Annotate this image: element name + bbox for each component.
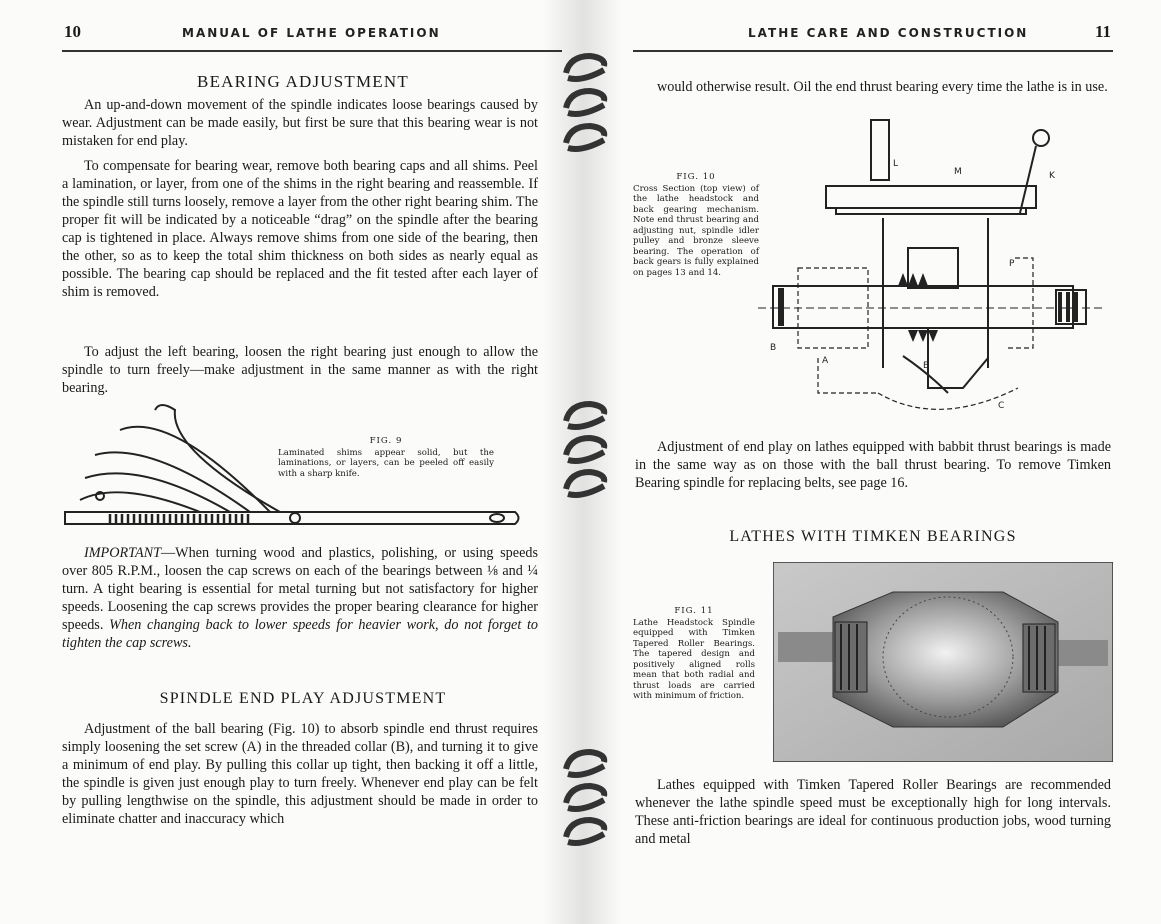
- spindle-end-play-title: SPINDLE END PLAY ADJUSTMENT: [159, 690, 447, 707]
- running-head-left: MANUAL OF LATHE OPERATION: [182, 26, 441, 40]
- timken-bearings-title: LATHES WITH TIMKEN BEARINGS: [729, 528, 1017, 545]
- fig10-label-k: K: [1049, 171, 1055, 181]
- bearing-adjustment-title: BEARING ADJUSTMENT: [197, 72, 409, 91]
- paragraph-important: [62, 544, 538, 652]
- paragraph-bearing-wear: An up-and-down movement of the spindle indicates loose bearings caused by wear. Adjustment can be made easily, but first be sure that this bearing wear is not mistaken for end play.: [62, 97, 538, 149]
- fig10-headstock-cross-section-drawing: [758, 118, 1103, 428]
- paragraph-timken-recommended: Lathes equipped with Timken Tapered Roller Bearings are recommended whenever the lathe spindle speed must be exceptionally high for long intervals. These anti-friction bearings are ideal for continuous production jobs, wood turning and metal: [635, 777, 1111, 847]
- fig10-label-a: A: [822, 356, 829, 366]
- fig9-label: FIG. 9: [369, 436, 403, 446]
- spiral-binding-coil: [560, 83, 610, 123]
- fig10-label-p: P: [1009, 259, 1015, 269]
- fig11-caption-text: Lathe Headstock Spindle equipped with Timken Tapered Roller Bearings. The tapered design and positively aligned rolls mean that both radial and thrust loads are carried with minimum of friction.: [633, 617, 755, 701]
- fig10-caption-text: Cross Section (top view) of the lathe headstock and back gearing mechanism. Note end thrust bearing and adjusting nut, spindle idler pulley and bronze sleeve bearing. The operation of back gears is fully explained on pages 13 and 14.: [633, 183, 759, 278]
- spiral-binding-coil: [560, 118, 610, 158]
- paragraph-left-bearing: To adjust the left bearing, loosen the right bearing just enough to allow the spindle to turn freely—make adjustment in the same manner as with the right bearing.: [62, 344, 538, 396]
- header-rule: [62, 50, 562, 52]
- page-number-left: 10: [64, 22, 81, 41]
- fig11-timken-spindle-photo: [773, 562, 1113, 762]
- fig10-label-m: M: [954, 167, 962, 177]
- fig10-label-e: E: [923, 361, 929, 371]
- header-rule: [633, 50, 1113, 52]
- paragraph-ball-bearing-adjustment: Adjustment of the ball bearing (Fig. 10) to absorb spindle end thrust requires simply loosening the set screw (A) in the threaded collar (B), and turning it to give a minimum of end play. By pulling this collar up tight, then backing it off a little, the spindle is given just enough play to turn freely. Whenever end play can be felt by pulling lengthwise on the spindle, this adjustment should be made in order to eliminate chatter and inaccuracy which: [62, 721, 538, 827]
- spiral-binding-coil: [560, 48, 610, 88]
- right-page: [583, 0, 1161, 924]
- fig10-label: FIG. 10: [676, 172, 716, 182]
- fig10-caption: [633, 172, 759, 278]
- spiral-binding-coil: [560, 812, 610, 852]
- page-number-right: 11: [1095, 22, 1112, 41]
- important-italic-note: When changing back to lower speeds for heavier work, do not forget to tighten the cap screws.: [62, 617, 538, 651]
- paragraph-compensate: To compensate for bearing wear, remove both bearing caps and all shims. Peel a lamination, or layer, from one of the shims in the right bearing and reassemble. If the spindle still turns loosely, remove a layer from the other right bearing shim. The proper fit will be indicated by a noticeable “drag” on the spindle after the bearing cap is tightened in place. Always remove shims from one side of the bearing, then the other, so as to keep the total shim thickness on both sides as nearly equal as possible. The bearing cap should be replaced and the fit tested after each layer of shim is removed.: [62, 158, 538, 300]
- fig11-label: FIG. 11: [674, 606, 714, 616]
- fig9-caption-text: Laminated shims appear solid, but the laminations, or layers, can be peeled off easily with a sharp knife.: [278, 447, 494, 479]
- fig11-caption: [633, 606, 755, 702]
- fig10-label-c: C: [998, 401, 1005, 411]
- important-text: —When turning wood and plastics, polishing, or using speeds over 805 R.P.M., loosen the cap screws on each of the bearings between ⅛ and ¼ turn. A tight bearing is essential for metal turning but not satisfactory for higher speeds. Loosening the cap screws provides the proper bearing clearance for higher speeds.: [62, 545, 538, 633]
- fig10-label-b: B: [770, 343, 777, 353]
- important-lead: IMPORTANT: [84, 545, 161, 561]
- running-head-right: LATHE CARE AND CONSTRUCTION: [748, 26, 1029, 40]
- spiral-binding-coil: [560, 464, 610, 504]
- paragraph-babbit-thrust: Adjustment of end play on lathes equipped with babbit thrust bearings is made in the same way as on those with the ball thrust bearing. To remove Timken Bearing spindle for replacing belts, see page 16.: [635, 439, 1111, 491]
- fig9-caption: [278, 436, 494, 479]
- fig10-label-l: L: [893, 159, 899, 169]
- paragraph-oil-thrust-bearing: would otherwise result. Oil the end thrust bearing every time the lathe is in use.: [657, 79, 1108, 95]
